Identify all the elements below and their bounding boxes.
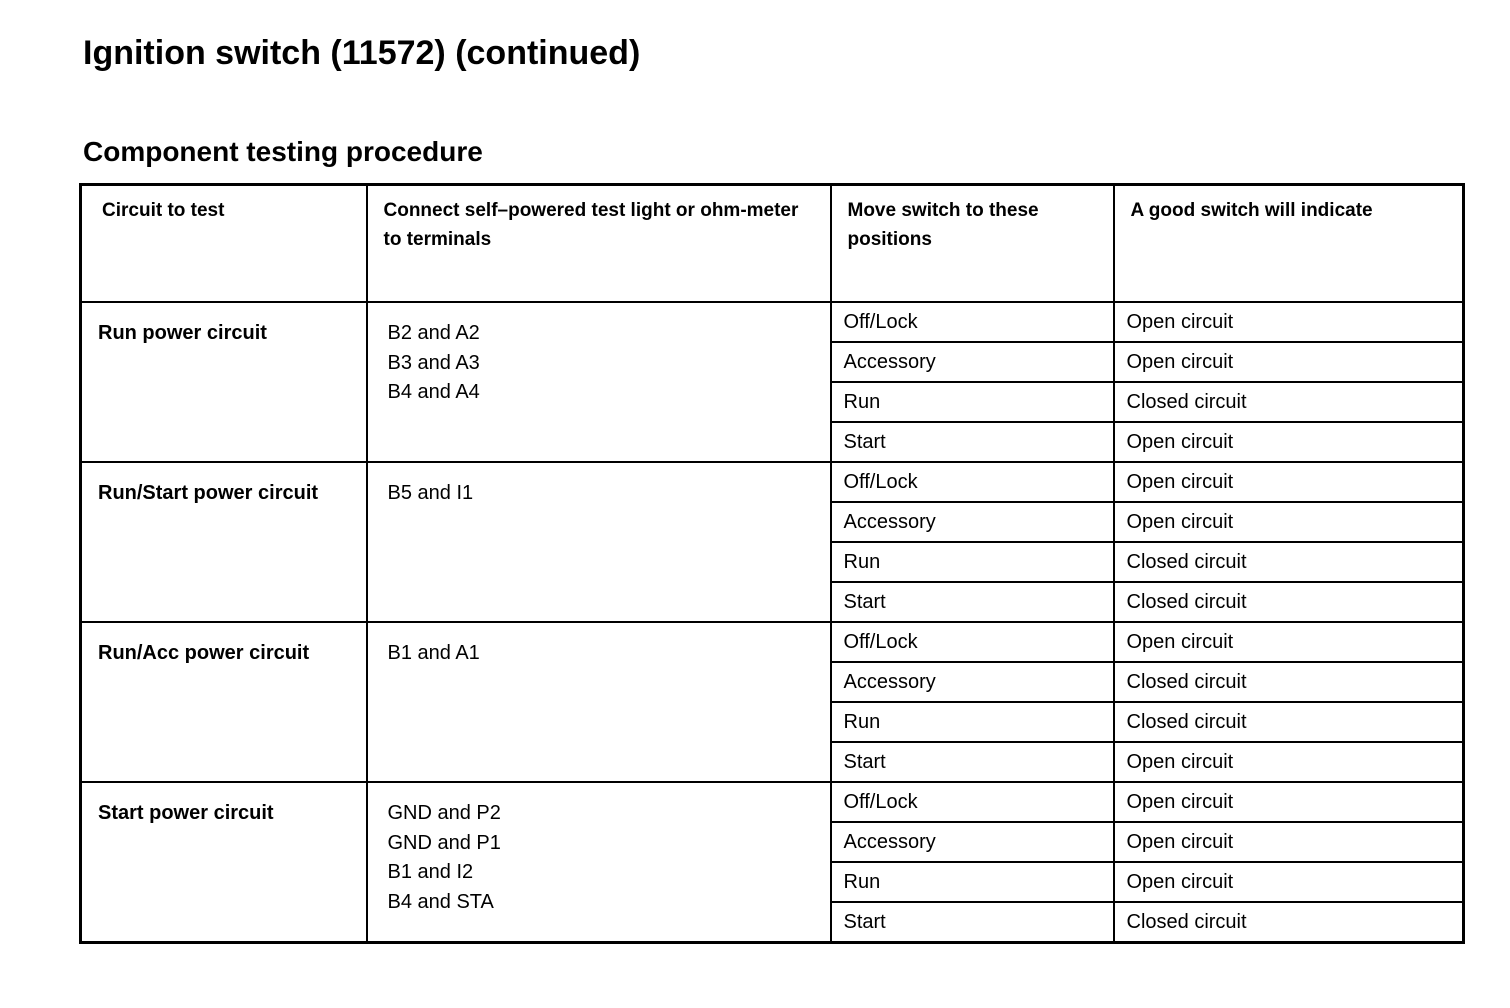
indication-cell: Closed circuit <box>1114 542 1464 582</box>
terminal-pair: B2 and A2 <box>387 322 480 344</box>
position-cell: Run <box>831 542 1114 582</box>
indication-cell: Open circuit <box>1114 502 1464 542</box>
position-cell: Start <box>831 902 1114 943</box>
position-cell: Off/Lock <box>831 622 1114 662</box>
indication-cell: Closed circuit <box>1114 582 1464 622</box>
table-header-row <box>81 185 1464 303</box>
indication-cell: Open circuit <box>1114 822 1464 862</box>
terminal-pair: B1 and I2 <box>387 861 474 883</box>
position-cell: Start <box>831 742 1114 782</box>
position-cell: Off/Lock <box>831 302 1114 342</box>
position-cell: Off/Lock <box>831 782 1114 822</box>
indication-cell: Open circuit <box>1114 302 1464 342</box>
page-title: Ignition switch (11572) (continued) <box>83 34 641 72</box>
table-row <box>81 622 1464 662</box>
indication-cell: Closed circuit <box>1114 662 1464 702</box>
circuit-cell: Run/Acc power circuit <box>81 622 367 782</box>
terminal-pair: B5 and I1 <box>387 482 474 504</box>
indication-cell: Open circuit <box>1114 742 1464 782</box>
position-cell: Start <box>831 582 1114 622</box>
terminal-pair: B4 and STA <box>387 890 494 913</box>
circuit-cell: Start power circuit <box>81 782 367 943</box>
terminals-cell <box>367 622 831 782</box>
position-cell: Accessory <box>831 662 1114 702</box>
position-cell: Run <box>831 862 1114 902</box>
terminal-pair: GND and P2 <box>387 802 501 824</box>
position-cell: Run <box>831 702 1114 742</box>
terminal-pair: GND and P1 <box>387 831 501 854</box>
indication-cell: Open circuit <box>1114 782 1464 822</box>
indication-cell: Closed circuit <box>1114 382 1464 422</box>
indication-cell: Open circuit <box>1114 342 1464 382</box>
section-title: Component testing procedure <box>83 136 483 167</box>
terminals-cell <box>367 782 831 943</box>
indication-cell: Open circuit <box>1114 862 1464 902</box>
indication-cell: Open circuit <box>1114 462 1464 502</box>
position-cell: Accessory <box>831 342 1114 382</box>
position-cell: Run <box>831 382 1114 422</box>
position-cell: Accessory <box>831 502 1114 542</box>
indication-cell: Closed circuit <box>1114 702 1464 742</box>
table-row <box>81 462 1464 502</box>
position-cell: Start <box>831 422 1114 462</box>
terminal-pair: B4 and A4 <box>387 381 480 403</box>
header-positions: Move switch to these positions <box>831 185 1114 303</box>
terminal-pair: B1 and A1 <box>387 642 480 664</box>
header-circuit: Circuit to test <box>81 185 367 303</box>
indication-cell: Closed circuit <box>1114 902 1464 943</box>
indication-cell: Open circuit <box>1114 622 1464 662</box>
header-terminals: Connect self–powered test light or ohm-meter to terminals <box>367 185 831 303</box>
position-cell: Accessory <box>831 822 1114 862</box>
component-testing-table <box>79 183 1465 944</box>
header-indication: A good switch will indicate <box>1114 185 1464 303</box>
indication-cell: Open circuit <box>1114 422 1464 462</box>
position-cell: Off/Lock <box>831 462 1114 502</box>
table-row <box>81 782 1464 822</box>
terminals-cell <box>367 302 831 462</box>
terminals-cell <box>367 462 831 622</box>
circuit-cell: Run/Start power circuit <box>81 462 367 622</box>
table-row <box>81 302 1464 342</box>
circuit-cell: Run power circuit <box>81 302 367 462</box>
terminal-pair: B3 and A3 <box>387 351 480 374</box>
